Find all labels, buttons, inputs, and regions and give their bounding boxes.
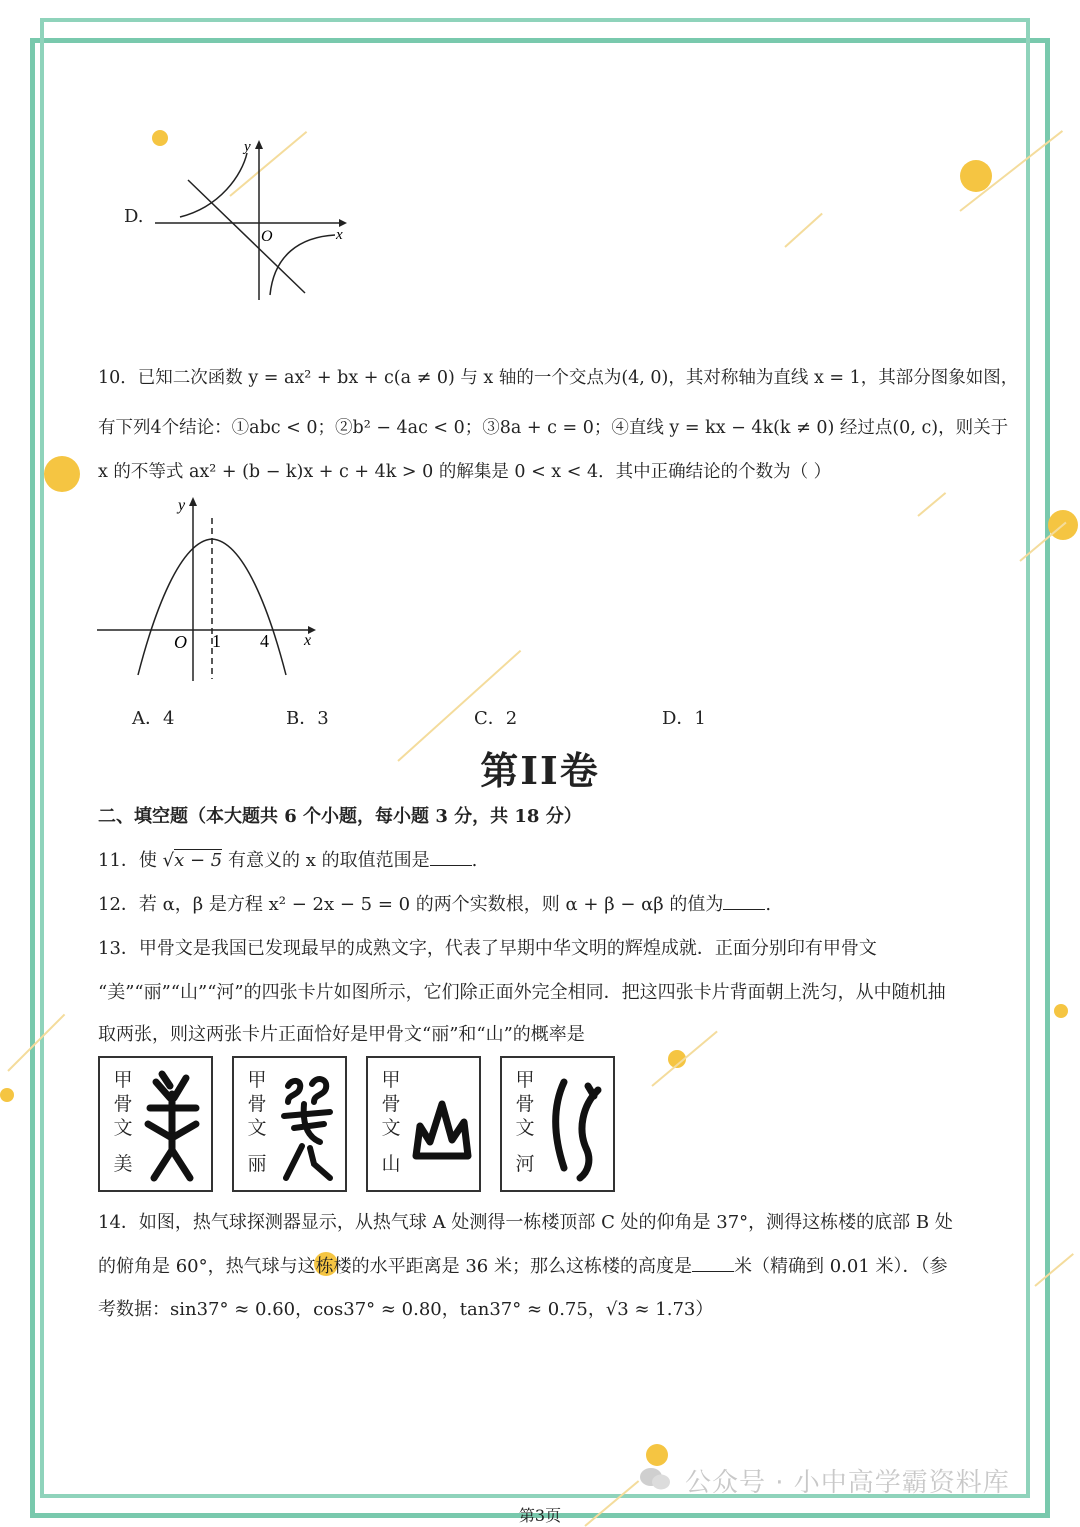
q9-origin-label: O (261, 228, 273, 245)
q10-y-label: y (178, 497, 186, 514)
section-heading: 二、填空题（本大题共 6 个小题，每小题 3 分，共 18 分） (98, 806, 582, 827)
q12-end: . (765, 894, 772, 915)
card-label: 甲骨文 (381, 1069, 401, 1139)
card-name: 河 (515, 1153, 535, 1175)
oracle-card-he (500, 1056, 615, 1192)
decor-dot (1054, 1004, 1068, 1018)
q14-line3: 考数据：sin37° ≈ 0.60，cos37° ≈ 0.80，tan37° ≈ 0.75，√3 ≈ 1.73） (98, 1299, 714, 1320)
q14-line2-start: 的俯角是 60°，热气球与这栋楼的水平距离是 36 米；那么这栋楼的高度是 (98, 1256, 692, 1277)
q13-line1: 13．甲骨文是我国已发现最早的成熟文字，代表了早期中华文明的辉煌成就．正面分别印有甲骨文 (98, 938, 877, 959)
page-number: 第3页 (518, 1506, 562, 1525)
q11-answer-blank[interactable] (430, 849, 472, 866)
card-label: 甲骨文 (247, 1069, 267, 1139)
q11 (98, 846, 477, 872)
q10-option-d: D．1 (662, 708, 706, 729)
oracle-glyph-mei-icon (140, 1068, 206, 1184)
watermark-text: 公众号 · 小中高学霸资料库 (685, 1468, 1010, 1498)
q10-option-a: A．4 (132, 708, 175, 729)
q11-sqrt-sign: √ (162, 850, 175, 871)
q10-origin-label: O (174, 632, 187, 652)
q10-x-label: x (304, 632, 312, 649)
oracle-glyph-shan-icon (408, 1068, 474, 1184)
q10-line2: 有下列4个结论：①abc < 0；②b² − 4ac < 0；③8a + c = 0；④直线 y = kx − 4k(k ≠ 0) 经过点(0, c)，则关于 (98, 418, 1009, 438)
q12 (98, 890, 771, 916)
oracle-card-shan (366, 1056, 481, 1192)
oracle-card-mei (98, 1056, 213, 1192)
q12-answer-blank[interactable] (723, 893, 765, 910)
part2-title: 第II卷 (480, 748, 600, 793)
q10-line1: 10．已知二次函数 y = ax² + bx + c(a ≠ 0) 与 x 轴的一个交点为(4, 0)，其对称轴为直线 x = 1，其部分图象如图， (98, 368, 1019, 388)
card-name: 山 (381, 1153, 401, 1175)
decor-dot (44, 456, 80, 492)
q11-end: . (471, 850, 478, 871)
q10-tick-4: 4 (260, 631, 269, 651)
card-label: 甲骨文 (515, 1069, 535, 1139)
q10-tick-1: 1 (212, 631, 221, 651)
oracle-glyph-he-icon (542, 1068, 608, 1184)
q14-line2 (98, 1252, 948, 1278)
card-name: 丽 (247, 1153, 267, 1175)
q14-line2-end: 米（精确到 0.01 米）．（参 (733, 1256, 948, 1277)
q10-option-c: C．2 (474, 708, 518, 729)
decor-dot (0, 1088, 14, 1102)
q13-line3: 取两张，则这两张卡片正面恰好是甲骨文“丽”和“山”的概率是 (98, 1024, 585, 1045)
q9-option-d-graph (150, 135, 350, 305)
q12-text: 12．若 α，β 是方程 x² − 2x − 5 = 0 的两个实数根，则 α + β − αβ 的值为 (98, 894, 724, 915)
q10-option-b: B．3 (286, 708, 329, 729)
q9-y-label: y (244, 139, 251, 155)
q14-line1: 14．如图，热气球探测器显示，从热气球 A 处测得一栋楼顶部 C 处的仰角是 37°，测得这栋楼的底部 B 处 (98, 1212, 953, 1233)
card-label: 甲骨文 (113, 1069, 133, 1139)
q9-x-label: x (336, 227, 343, 243)
q13-line2: “美”“丽”“山”“河”的四张卡片如图所示，它们除正面外完全相同．把这四张卡片背面朝上洗匀，从中随机抽 (98, 982, 946, 1003)
q11-radicand: x − 5 (174, 850, 223, 871)
wechat-icon (638, 1466, 672, 1492)
card-name: 美 (113, 1153, 133, 1175)
q11-suffix: 有意义的 x 的取值范围是 (222, 850, 430, 871)
q14-answer-blank[interactable] (692, 1255, 734, 1272)
q11-prefix: 11．使 (98, 850, 163, 871)
decor-dot (646, 1444, 668, 1466)
q9-option-d-label: D. (124, 206, 144, 227)
q10-line3: x 的不等式 ax² + (b − k)x + c + 4k > 0 的解集是 0 < x < 4．其中正确结论的个数为（ ） (98, 462, 832, 482)
oracle-card-li (232, 1056, 347, 1192)
q10-parabola-graph (92, 493, 332, 683)
oracle-glyph-li-icon (274, 1068, 340, 1184)
